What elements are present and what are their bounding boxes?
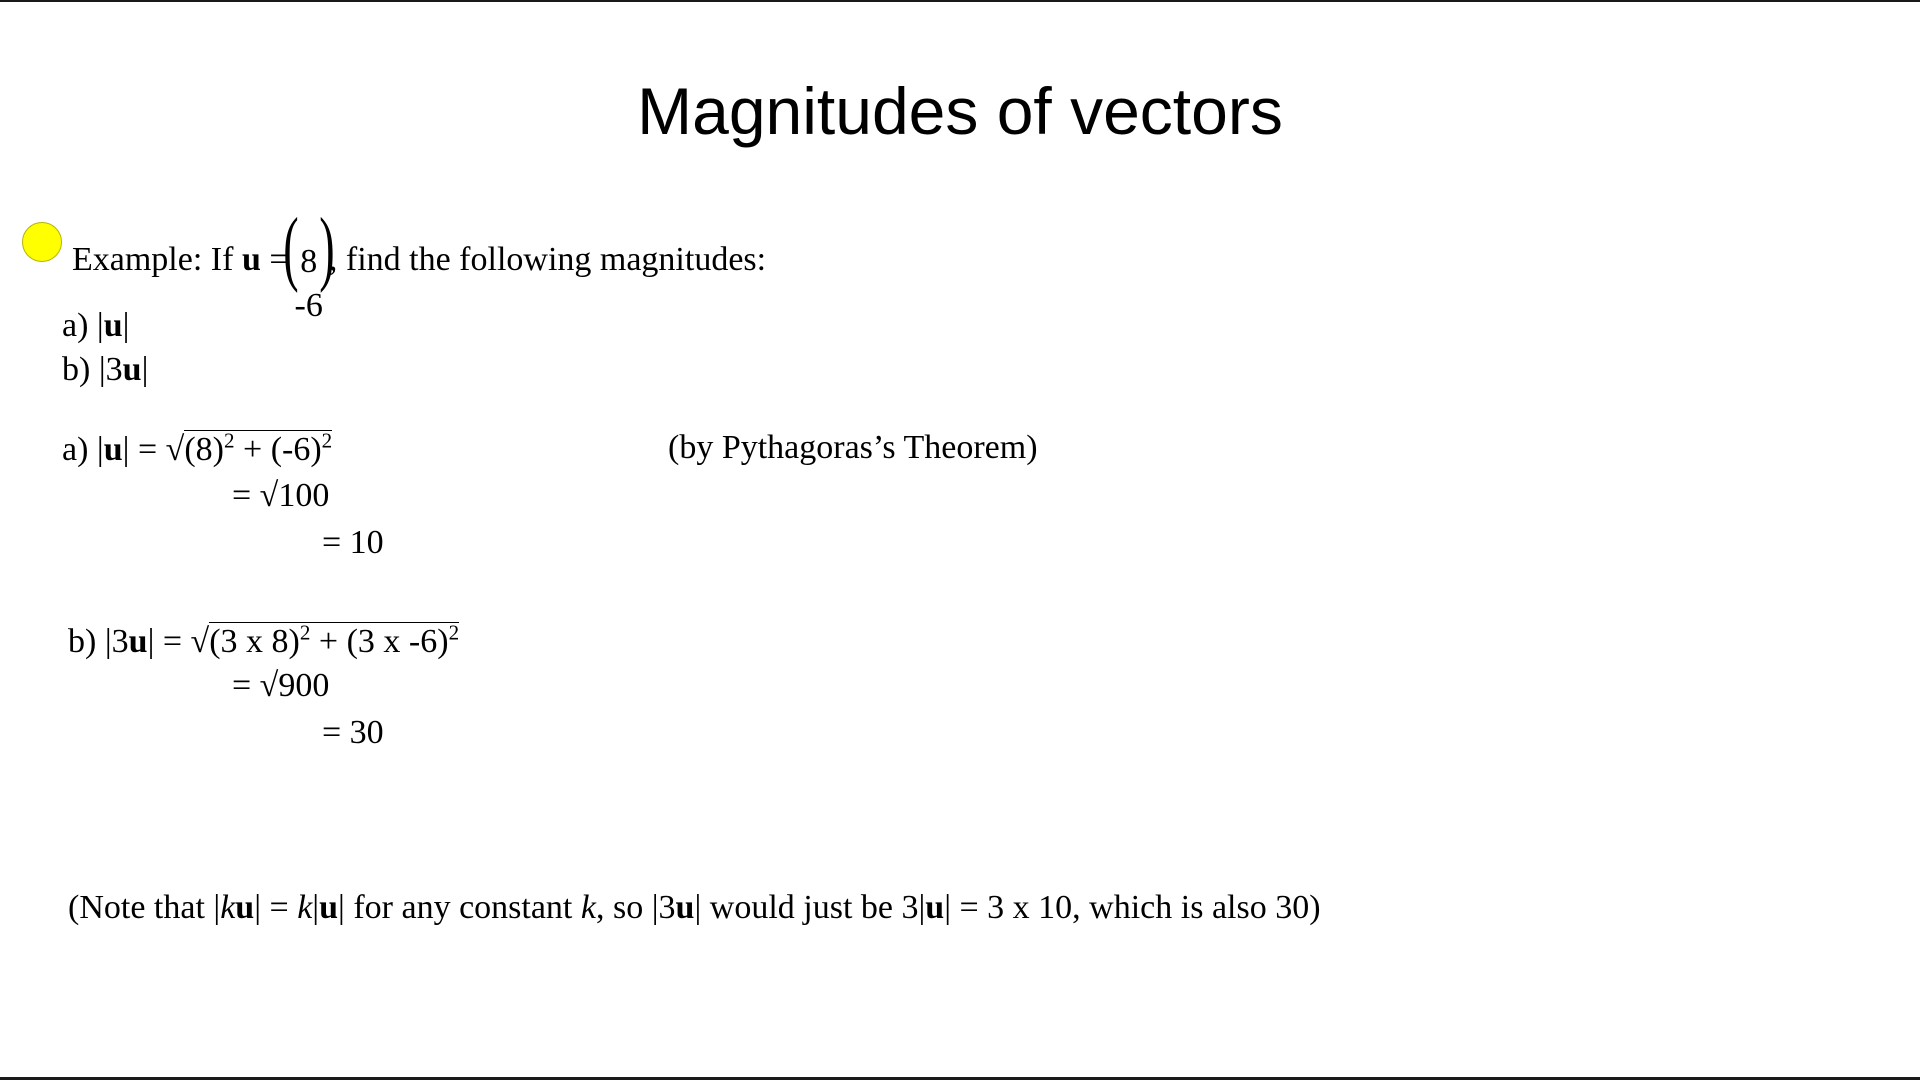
question-a-text: |u| [96,307,130,344]
solution-a-label: a) [62,431,89,468]
radical-sign-icon-b: √ [190,623,210,660]
question-b-label: b) [62,351,91,388]
footnote [68,890,1321,926]
footnote-part-6: | would just be 3| [694,889,926,926]
right-paren-icon: ) [319,201,335,294]
example-tail: , find the following magnitudes: [328,240,767,278]
pythagoras-note: (by Pythagoras’s Theorem) [668,429,1038,466]
page-title: Magnitudes of vectors [637,74,1283,148]
solution-b-label: b) [68,623,97,660]
solution-b-line1 [68,622,459,660]
column-vector [282,201,335,328]
solution-a-line3: = 10 [322,524,384,561]
footnote-part-3: | [312,889,320,926]
footnote-part-4: | for any constant [338,889,581,926]
solution-b-expression: (3 x 8)$^2$ + (3 x -6)$^2$ [209,620,460,660]
solution-a-lhs: |u| = [96,431,158,468]
question-a [62,308,129,344]
footnote-u-2: u [319,889,339,926]
footnote-u-3: u [675,889,695,926]
footnote-u-1: u [235,889,255,926]
vector-component-x: 8 [300,243,318,280]
footnote-k-2: k [297,889,313,926]
footnote-part-1: (Note that | [68,889,221,926]
bullet-marker-icon [22,222,62,262]
question-a-label: a) [62,307,89,344]
footnote-part-7: | = 3 x 10, which is also 30) [944,889,1321,926]
question-b [62,352,148,388]
radical-sign-icon: √ [165,431,185,468]
footnote-u-4: u [925,889,945,926]
example-line [72,201,767,324]
vector-component-y: -6 [294,287,323,324]
solution-a-line1 [62,430,332,468]
footnote-k-3: k [580,889,596,926]
solution-a-expression: $(8)^2 + (-6)^2$ [184,428,333,468]
solution-b-lhs: |3u| = [104,623,183,660]
example-vector-name: u [241,240,261,278]
solution-b-line2: = √900 [232,667,330,704]
example-equals: = [269,240,289,278]
footnote-part-5: , so |3 [595,889,676,926]
question-b-text: |3u| [98,351,149,388]
footnote-k-1: k [220,889,236,926]
footnote-part-2: | = [254,889,298,926]
example-lead: Example: If [72,240,234,278]
solution-b-line3: = 30 [322,714,384,751]
left-paren-icon: ( [282,201,299,294]
slide-top-rule [0,0,1920,2]
solution-a-line2: = √100 [232,477,330,514]
